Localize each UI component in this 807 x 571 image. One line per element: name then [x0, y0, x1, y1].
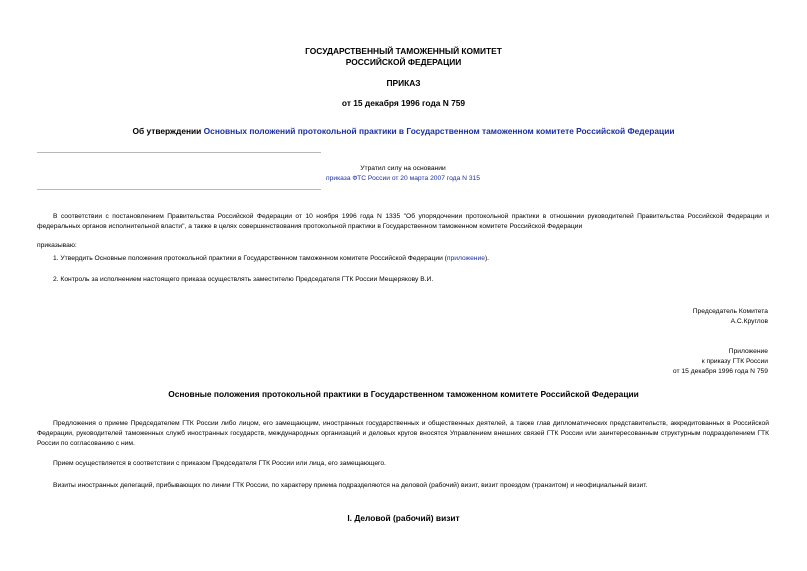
appendix-date: от 15 декабря 1996 года N 759: [672, 368, 768, 375]
order-item-1-prefix: 1. Утвердить Основные положения протокольной практики в Государственном таможенном комитете Российской Федерации (: [53, 255, 447, 262]
appendix-ref: к приказу ГТК России: [701, 358, 768, 365]
signatory-name: А.С.Круглов: [730, 318, 768, 325]
issuer-line-1: ГОСУДАРСТВЕННЫЙ ТАМОЖЕННЫЙ КОМИТЕТ: [305, 46, 502, 56]
doc-title: [0, 126, 807, 137]
intro-paragraph: В соответствии с постановлением Правительства Российской Федерации от 10 ноября 1996 года N 1335 "Об упорядочении протокольной практики в отношении руководителей Правительства Российской Федерации и федеральных органов исполнительной власти", а также в целях совершенствования протокольной практики в Государственном таможенном комитете Российской Федерации: [37, 213, 769, 230]
appendix-paragraph-3: Визиты иностранных делегаций, прибывающих по линии ГТК России, по характеру приема подразделяются на деловой (рабочий) визит, визит проездом (транзитом) и неофициальный визит.: [53, 482, 648, 489]
status-link[interactable]: приказа ФТС России от 20 марта 2007 года N 315: [326, 175, 480, 182]
doc-title-prefix: Об утверждении: [132, 126, 204, 136]
issuer-line-2: РОССИЙСКОЙ ФЕДЕРАЦИИ: [345, 57, 462, 67]
order-item-1: [37, 254, 769, 264]
doc-title-link[interactable]: Основных положений протокольной практики в Государственном таможенном комитете Российской Федерации: [203, 126, 675, 136]
appendix-paragraph-2: Прием осуществляется в соответствии с приказом Председателя ГТК России или лица, его замещающего.: [53, 460, 386, 467]
appendix-title: Основные положения протокольной практики в Государственном таможенном комитете Российской Федерации: [168, 389, 639, 399]
doc-type: ПРИКАЗ: [386, 78, 421, 88]
order-item-1-suffix: ).: [484, 255, 490, 262]
appendix-label: Приложение: [728, 348, 768, 355]
order-word: приказываю:: [37, 242, 77, 249]
appendix-link[interactable]: приложение: [446, 255, 485, 262]
status-line: Утратил силу на основании: [360, 165, 446, 172]
doc-date: от 15 декабря 1996 года N 759: [341, 98, 466, 108]
divider-top: [37, 152, 321, 153]
section-1-title: I. Деловой (рабочий) визит: [347, 513, 460, 523]
appendix-paragraph-1: Предложения о приеме Председателем ГТК России либо лицом, его замещающим, иностранных государственных и общественных деятелей, а также глав дипломатических представительств, аккредитованных в Российской Федерации, руководителей таможенных служб иностранных государств, международных организаций и деловых кругов вносятся Управлением внешних связей ГТК России или заинтересованным структурным подразделением ГТК России по согласованию с ним.: [37, 420, 769, 447]
order-item-2: 2. Контроль за исполнением настоящего приказа осуществлять заместителю Председателя ГТК России Мещерякову В.И.: [53, 276, 434, 283]
divider-bottom: [37, 189, 321, 190]
signatory-position: Председатель Комитета: [692, 308, 768, 315]
